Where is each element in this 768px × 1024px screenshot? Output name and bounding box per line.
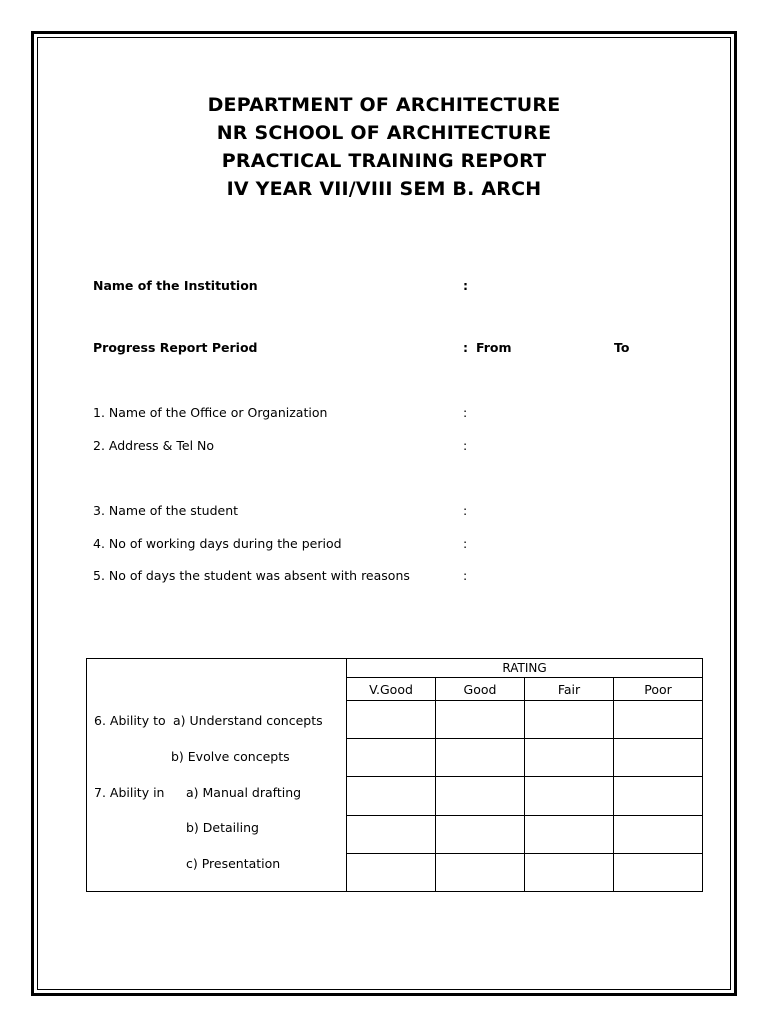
rating-cell-q6b-fair[interactable] xyxy=(525,739,614,777)
rating-cell-q6a-good[interactable] xyxy=(436,701,525,739)
rating-cell-q6b-poor[interactable] xyxy=(614,739,703,777)
rating-cell-q7a-poor[interactable] xyxy=(614,777,703,816)
rating-cell-q7c-good[interactable] xyxy=(436,854,525,892)
student-label: 3. Name of the student xyxy=(93,503,239,518)
rating-cell-q6a-poor[interactable] xyxy=(614,701,703,739)
rating-cell-q6b-good[interactable] xyxy=(436,739,525,777)
q7b-label: b) Detailing xyxy=(186,820,259,835)
q7c-label: c) Presentation xyxy=(186,856,281,871)
rating-cell-q6a-fair[interactable] xyxy=(525,701,614,739)
institution-colon: : xyxy=(463,278,468,293)
period-from-label: From xyxy=(476,340,512,355)
rating-cell-q7b-good[interactable] xyxy=(436,816,525,854)
q6a-label: a) Understand concepts xyxy=(173,713,323,728)
address-colon: : xyxy=(463,438,468,453)
rating-cell-q7b-poor[interactable] xyxy=(614,816,703,854)
student-colon: : xyxy=(463,503,468,518)
q7a-label: a) Manual drafting xyxy=(186,785,302,800)
rating-cell-q7c-fair[interactable] xyxy=(525,854,614,892)
header-report-title: PRACTICAL TRAINING REPORT xyxy=(221,150,547,172)
header-department: DEPARTMENT OF ARCHITECTURE xyxy=(207,94,561,116)
rating-cell-q7c-poor[interactable] xyxy=(614,854,703,892)
absent-days-colon: : xyxy=(463,568,468,583)
rating-cell-q7a-vgood[interactable] xyxy=(347,777,436,816)
header-year-sem: IV YEAR VII/VIII SEM B. ARCH xyxy=(226,178,542,200)
rating-cell-q6a-vgood[interactable] xyxy=(347,701,436,739)
col-good: Good xyxy=(436,678,525,701)
period-label: Progress Report Period xyxy=(93,340,258,355)
rating-cell-q7a-fair[interactable] xyxy=(525,777,614,816)
header-school: NR SCHOOL OF ARCHITECTURE xyxy=(216,122,552,144)
report-header xyxy=(0,91,768,203)
rating-cell-q7c-vgood[interactable] xyxy=(347,854,436,892)
office-colon: : xyxy=(463,405,468,420)
address-label: 2. Address & Tel No xyxy=(93,438,215,453)
rating-items-cell xyxy=(87,659,347,892)
office-label: 1. Name of the Office or Organization xyxy=(93,405,328,420)
col-fair: Fair xyxy=(525,678,614,701)
q6b-label: b) Evolve concepts xyxy=(171,749,290,764)
working-days-colon: : xyxy=(463,536,468,551)
period-colon: : xyxy=(463,340,468,355)
rating-cell-q7b-vgood[interactable] xyxy=(347,816,436,854)
col-poor: Poor xyxy=(614,678,703,701)
institution-label: Name of the Institution xyxy=(93,278,258,293)
q7-prefix: 7. Ability in xyxy=(94,785,165,800)
period-to-label: To xyxy=(614,340,630,355)
q6-prefix: 6. Ability to xyxy=(94,713,166,728)
rating-table xyxy=(86,658,703,892)
rating-cell-q7b-fair[interactable] xyxy=(525,816,614,854)
rating-cell-q6b-vgood[interactable] xyxy=(347,739,436,777)
working-days-label: 4. No of working days during the period xyxy=(93,536,342,551)
absent-days-label: 5. No of days the student was absent with reasons xyxy=(93,568,410,583)
rating-title: RATING xyxy=(347,659,703,678)
col-vgood: V.Good xyxy=(347,678,436,701)
rating-cell-q7a-good[interactable] xyxy=(436,777,525,816)
